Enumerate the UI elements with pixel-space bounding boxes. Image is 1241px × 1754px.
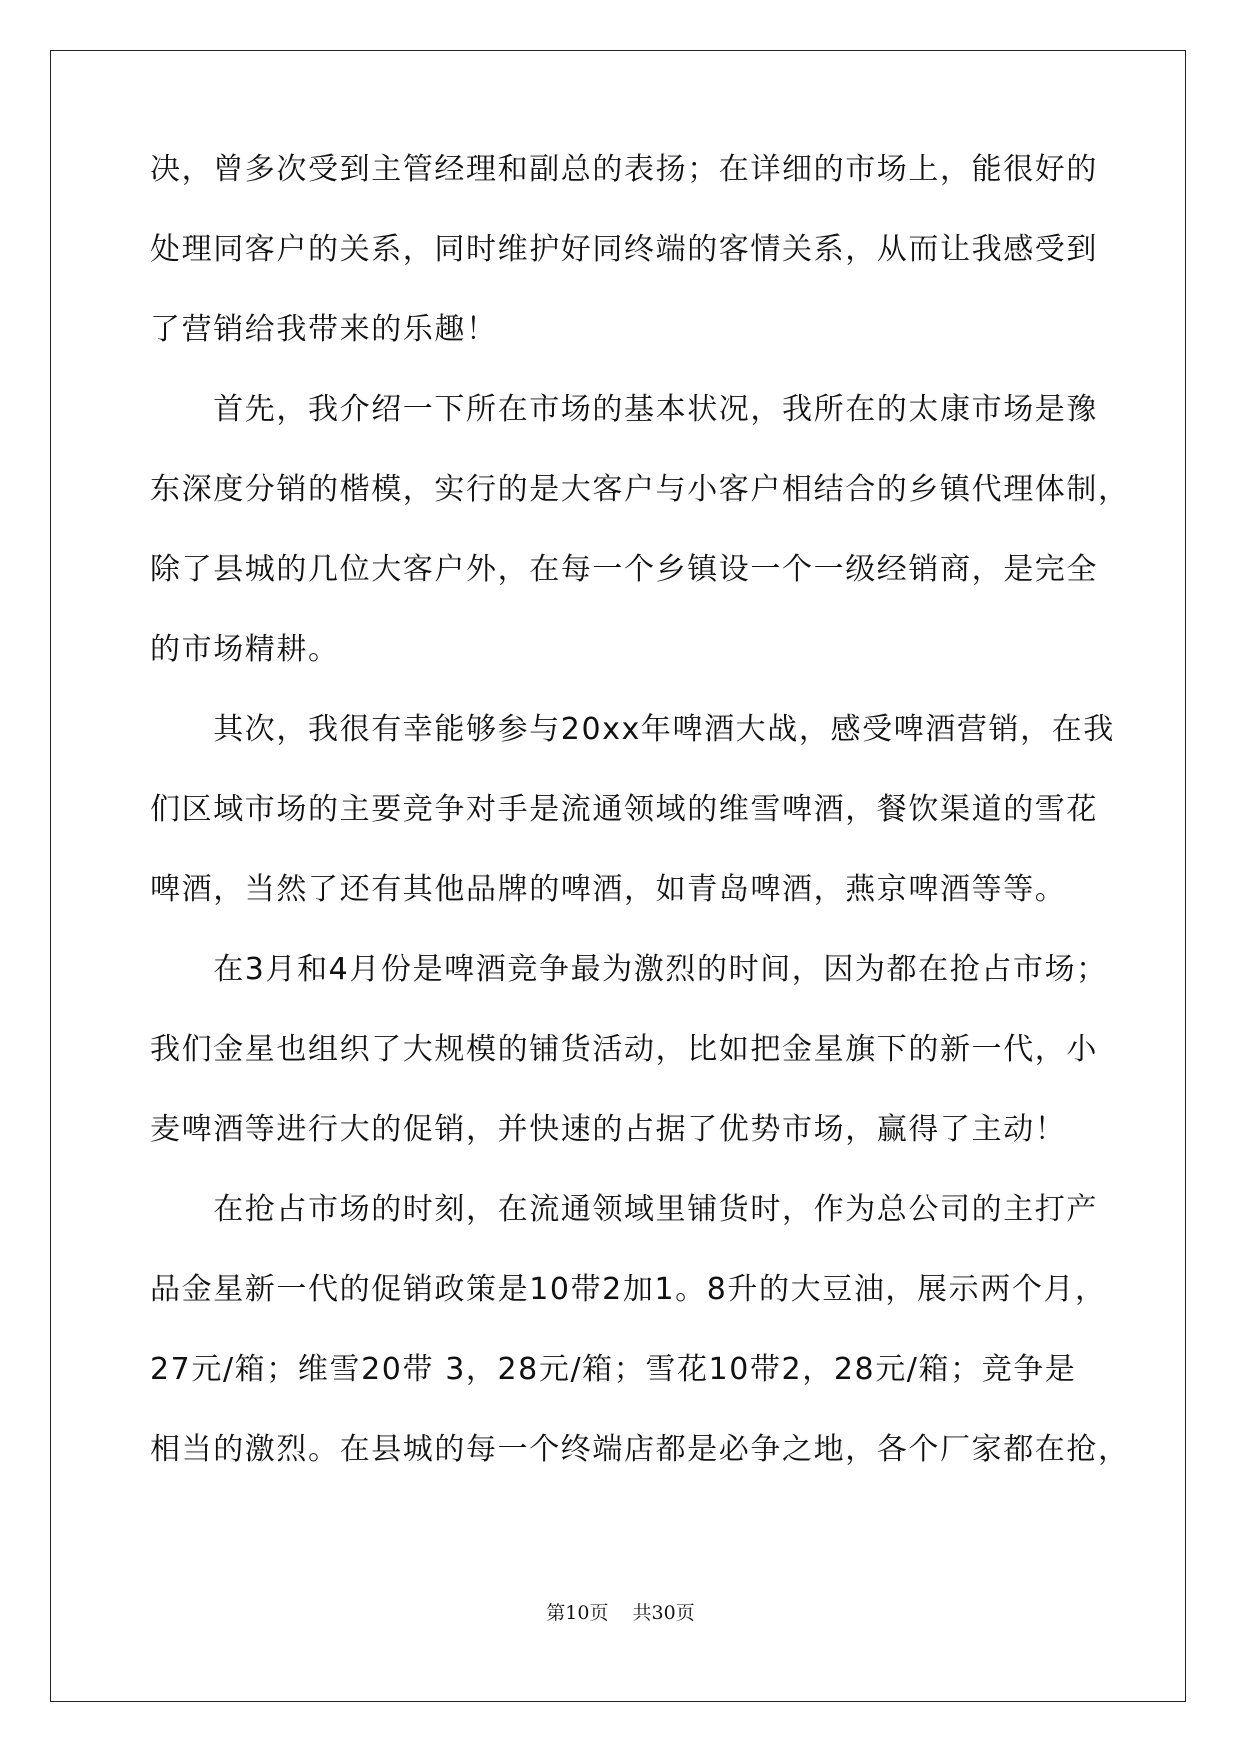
- page-number: 第10页: [546, 1602, 609, 1624]
- page-total: 共30页: [632, 1602, 695, 1624]
- text-line: 啤酒，当然了还有其他品牌的啤酒，如青岛啤酒，燕京啤酒等等。: [150, 872, 1067, 907]
- text-line: 的市场精耕。: [150, 632, 340, 667]
- text-line: 东深度分销的楷模，实行的是大客户与小客户相结合的乡镇代理体制，: [150, 472, 1130, 507]
- text-line: 除了县城的几位大客户外，在每一个乡镇设一个一级经销商，是完全: [150, 552, 1098, 587]
- text-line: 麦啤酒等进行大的促销，并快速的占据了优势市场，赢得了主动！: [150, 1112, 1067, 1147]
- text-line: 在3月和4月份是啤酒竞争最为激烈的时间，因为都在抢占市场；: [150, 952, 1108, 987]
- text-line: 品金星新一代的促销政策是10带2加1。8升的大豆油，展示两个月，: [150, 1272, 1107, 1307]
- text-line: 相当的激烈。在县城的每一个终端店都是必争之地，各个厂家都在抢，: [150, 1432, 1130, 1467]
- text-line: 首先，我介绍一下所在市场的基本状况，我所在的太康市场是豫: [150, 392, 1098, 427]
- page-footer: [0, 1598, 1241, 1625]
- text-line: 们区域市场的主要竞争对手是流通领域的维雪啤酒，餐饮渠道的雪花: [150, 792, 1098, 827]
- text-line: 其次，我很有幸能够参与20xx年啤酒大战，感受啤酒营销，在我: [150, 712, 1115, 747]
- text-line: 27元/箱；维雪20带 3，28元/箱；雪花10带2，28元/箱；竞争是: [150, 1352, 1077, 1387]
- text-line: 决，曾多次受到主管经理和副总的表扬；在详细的市场上，能很好的: [150, 152, 1098, 187]
- text-line: 我们金星也组织了大规模的铺货活动，比如把金星旗下的新一代，小: [150, 1032, 1098, 1067]
- text-line: 了营销给我带来的乐趣！: [150, 312, 498, 347]
- text-line: 在抢占市场的时刻，在流通领域里铺货时，作为总公司的主打产: [150, 1192, 1098, 1227]
- text-line: 处理同客户的关系，同时维护好同终端的客情关系，从而让我感受到: [150, 232, 1098, 267]
